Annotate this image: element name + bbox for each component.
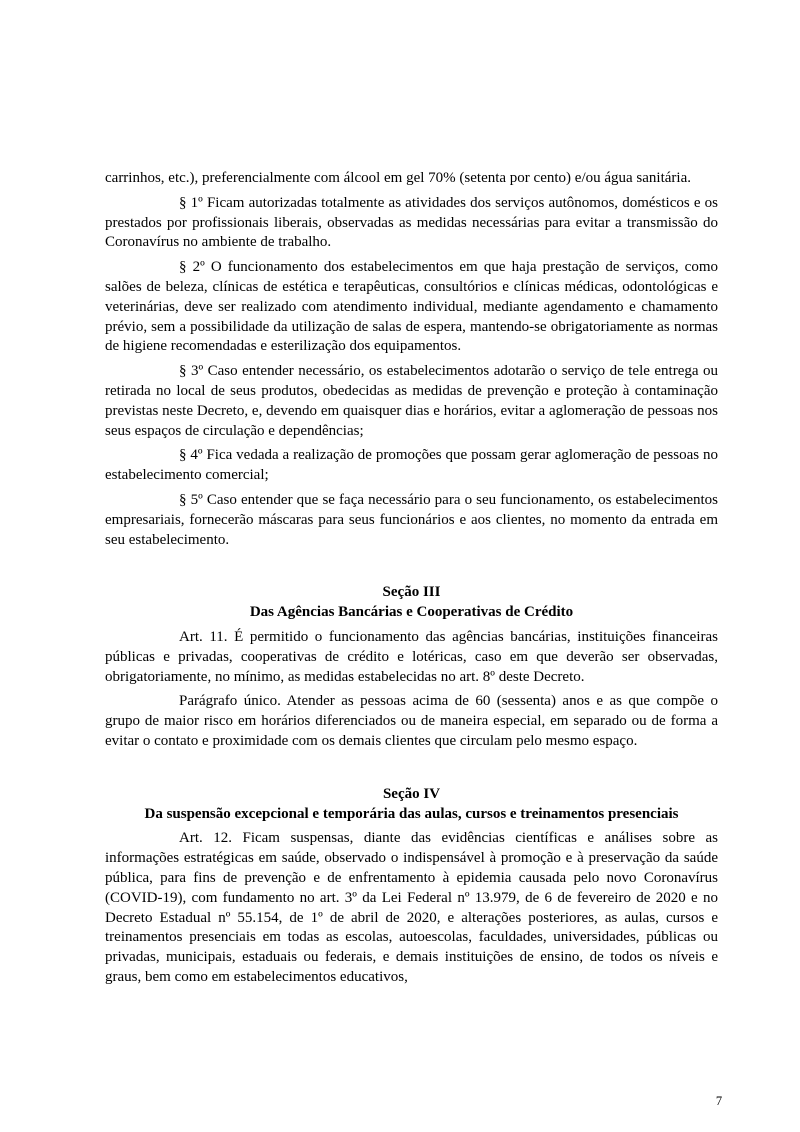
paragraph-art-12: Art. 12. Ficam suspensas, diante das evidências científicas e análises sobre as informações estratégicas em saúde, observado o indispensável à promoção e à preservação da saúde pública, para fins de prevenção e de enfrentamento à epidemia causada pelo novo Coronavírus (COVID-19), com fundamento no art. 3º da Lei Federal nº 13.979, de 6 de fevereiro de 2020 e no Decreto Estadual nº 55.154, de 1º de abril de 2020, e alterações posteriores, as aulas, cursos e treinamentos presenciais em todas as escolas, autoescolas, faculdades, universidades, públicas ou privadas, municipais, estaduais ou federais, e demais instituições de ensino, de todos os níveis e graus, bem como em estabelecimentos educativos, [105, 830, 718, 985]
paragraph-paragrafo-unico: Parágrafo único. Atender as pessoas acima de 60 (sessenta) anos e as que compõe o grupo de maior risco em horários diferenciados ou de maneira especial, em separado ou de forma a evitar o contato e proximidade com os demais clientes que circulam pelo mesmo espaço. [105, 693, 718, 749]
paragraph-2: § 2º O funcionamento dos estabelecimentos em que haja prestação de serviços, como salões de beleza, clínicas de estética e terapêuticas, consultórios e clínicas médicas, odontológicas e veterinárias, deve ser realizado com atendimento individual, mediante agendamento e chamamento prévio, sem a possibilidade da utilização de salas de espera, mantendo-se obrigatoriamente as normas de higiene recomendadas e esterilização dos equipamentos. [105, 259, 718, 355]
section-iii-subtitle: Das Agências Bancárias e Cooperativas de Crédito [249, 604, 574, 621]
paragraph-continuation: carrinhos, etc.), preferencialmente com álcool em gel 70% (setenta por cento) e/ou água sanitária. [105, 170, 691, 186]
paragraph-1: § 1º Ficam autorizadas totalmente as atividades dos serviços autônomos, domésticos e os prestados por profissionais liberais, observadas as medidas necessárias para evitar a transmissão do Coronavírus no ambiente de trabalho. [105, 194, 718, 251]
document-body [105, 169, 718, 988]
section-iii-title: Seção III [382, 584, 441, 601]
paragraph-5: § 5º Caso entender que se faça necessário para o seu funcionamento, os estabelecimentos empresariais, fornecerão máscaras para seus funcionários e aos clientes, no momento da entrada em seu estabelecimento. [105, 491, 718, 548]
paragraph-art-11: Art. 11. É permitido o funcionamento das agências bancárias, instituições financeiras públicas e privadas, cooperativas de crédito e lotéricas, caso em que deverão ser observadas, obrigatoriamente, no mínimo, as medidas estabelecidas no art. 8º deste Decreto. [105, 628, 718, 685]
section-iv-subtitle: Da suspensão excepcional e temporária das aulas, cursos e treinamentos presenciais [144, 805, 679, 822]
section-iii-heading [105, 583, 718, 623]
section-iv-title: Seção IV [382, 785, 441, 802]
section-iv-heading [105, 785, 718, 825]
page-number: 7 [715, 1094, 723, 1108]
paragraph-3: § 3º Caso entender necessário, os estabelecimentos adotarão o serviço de tele entrega ou retirada no local de seus produtos, obedecidas as medidas de prevenção e proteção à contaminação previstas neste Decreto, e, devendo em quaisquer dias e horários, evitar a aglomeração de pessoas nos seus espaços de circulação e dependências; [105, 363, 718, 439]
paragraph-4: § 4º Fica vedada a realização de promoções que possam gerar aglomeração de pessoas no estabelecimento comercial; [105, 447, 718, 484]
